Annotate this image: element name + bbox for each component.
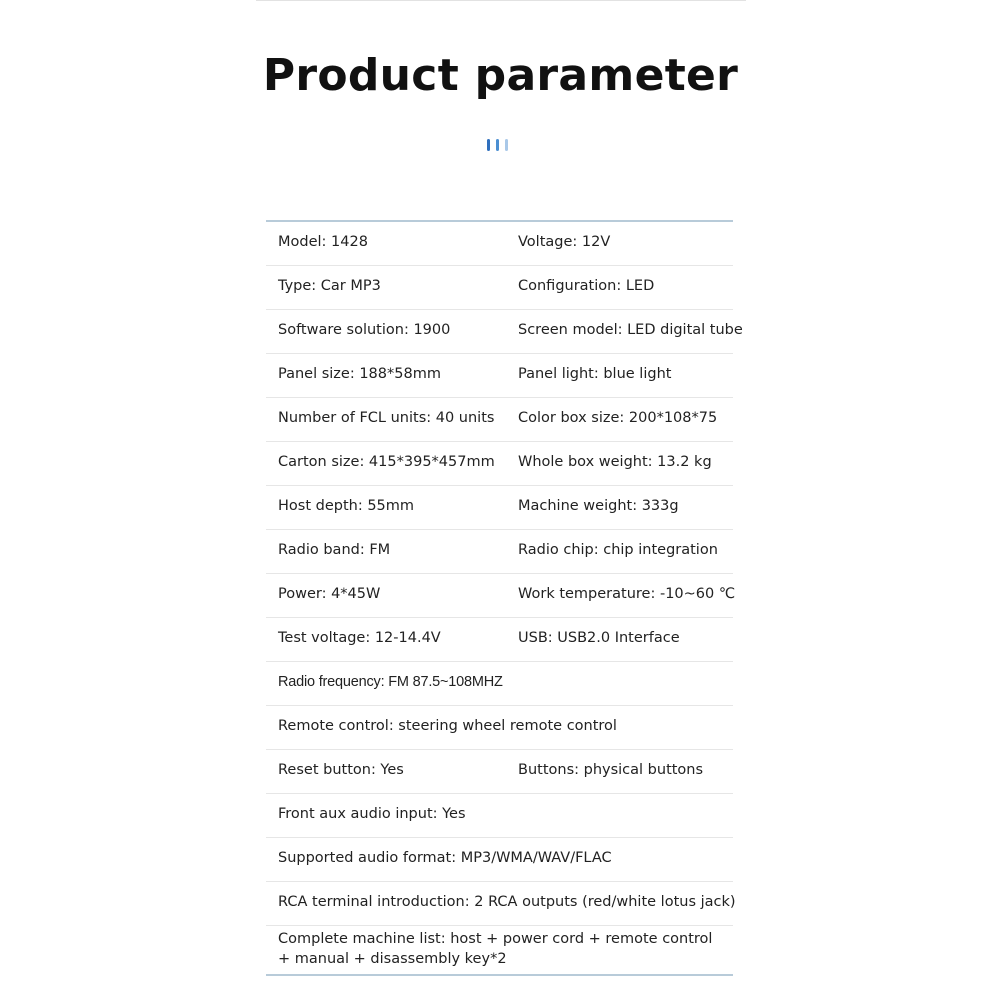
spec-row: [266, 706, 733, 750]
spec-front-aux-input: Front aux audio input: Yes: [278, 806, 466, 822]
spec-screen-model: Screen model: LED digital tube: [518, 322, 743, 338]
accent-bar: [505, 139, 508, 151]
spec-radio-frequency: Radio frequency: FM 87.5~108MHZ: [278, 674, 503, 690]
top-divider: [256, 0, 746, 1]
spec-type: Type: Car MP3: [278, 278, 381, 294]
spec-host-depth: Host depth: 55mm: [278, 498, 415, 514]
spec-fcl-units: Number of FCL units: 40 units: [278, 410, 495, 426]
spec-row: [266, 882, 736, 926]
spec-radio-band: Radio band: FM: [278, 542, 391, 558]
spec-row: [266, 530, 733, 574]
spec-usb: USB: USB2.0 Interface: [518, 630, 680, 646]
spec-reset-button: Reset button: Yes: [278, 762, 404, 778]
spec-test-voltage: Test voltage: 12-14.4V: [278, 630, 441, 646]
spec-configuration: Configuration: LED: [518, 278, 655, 294]
spec-row: [266, 838, 733, 882]
spec-row: [266, 926, 733, 976]
spec-software-solution: Software solution: 1900: [278, 322, 451, 338]
spec-row: [266, 398, 733, 442]
spec-row: [266, 486, 733, 530]
spec-panel-light: Panel light: blue light: [518, 366, 672, 382]
spec-row: [266, 442, 733, 486]
spec-power: Power: 4*45W: [278, 586, 381, 602]
spec-row: [266, 794, 733, 838]
spec-remote-control: Remote control: steering wheel remote control: [278, 718, 617, 734]
spec-work-temperature: Work temperature: -10~60 ℃: [518, 586, 736, 602]
spec-audio-format: Supported audio format: MP3/WMA/WAV/FLAC: [278, 850, 612, 866]
spec-row: [266, 574, 736, 618]
accent-bar: [487, 139, 490, 151]
spec-row: [266, 662, 733, 706]
spec-row: [266, 618, 733, 662]
spec-row: [266, 266, 733, 310]
spec-buttons: Buttons: physical buttons: [518, 762, 704, 778]
spec-row: [266, 222, 733, 266]
spec-row: [266, 310, 743, 354]
spec-machine-weight: Machine weight: 333g: [518, 498, 679, 514]
spec-row: [266, 354, 733, 398]
spec-row: [266, 750, 733, 794]
spec-carton-size: Carton size: 415*395*457mm: [278, 454, 495, 470]
spec-panel-size: Panel size: 188*58mm: [278, 366, 441, 382]
spec-color-box-size: Color box size: 200*108*75: [518, 410, 718, 426]
accent-bar: [496, 139, 499, 151]
title-accent-bars-icon: [487, 139, 517, 152]
spec-radio-chip: Radio chip: chip integration: [518, 542, 718, 558]
spec-table: [266, 220, 743, 976]
spec-machine-list: Complete machine list: host + power cord + remote control + manual + disassembly key*2: [278, 931, 713, 967]
spec-rca-terminal: RCA terminal introduction: 2 RCA outputs (red/white lotus jack): [278, 894, 736, 910]
page-title: Product parameter: [262, 50, 739, 101]
spec-model: Model: 1428: [278, 234, 368, 250]
spec-whole-box-weight: Whole box weight: 13.2 kg: [518, 454, 712, 470]
spec-voltage: Voltage: 12V: [518, 234, 611, 250]
